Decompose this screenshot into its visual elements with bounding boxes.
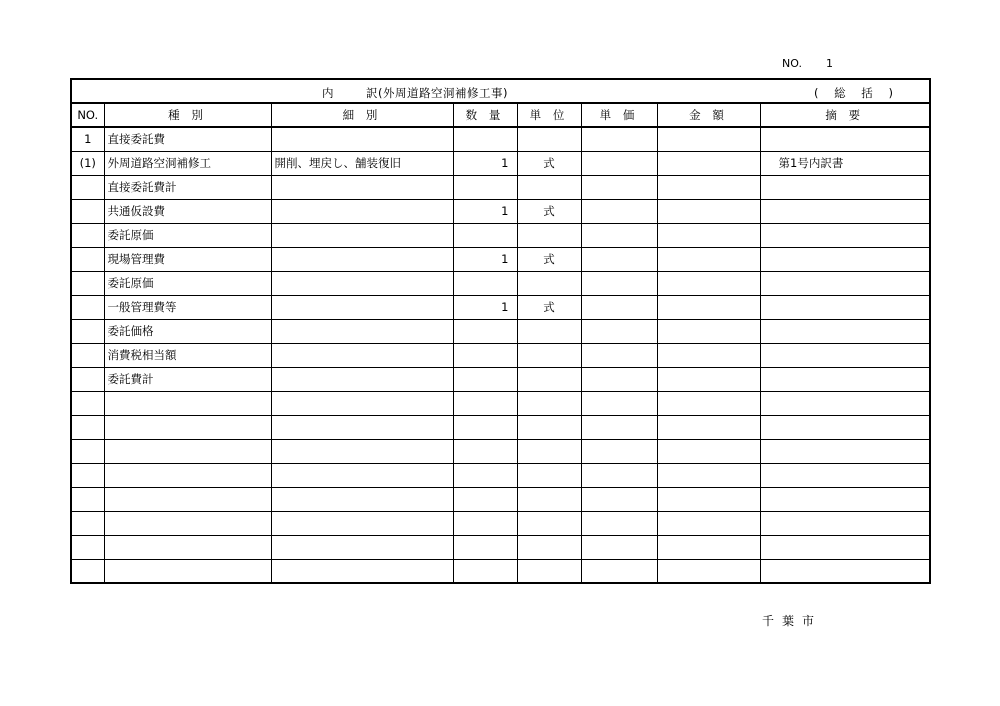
col-header-remarks: 摘 要 — [760, 103, 930, 127]
cell-category — [104, 511, 271, 535]
cell-unit-price — [581, 271, 657, 295]
cell-quantity — [453, 511, 517, 535]
cell-quantity — [453, 343, 517, 367]
cell-amount — [657, 487, 760, 511]
cell-detail — [271, 127, 453, 151]
cell-category — [104, 439, 271, 463]
table-row — [71, 415, 930, 439]
cell-quantity: 1 — [453, 199, 517, 223]
cell-category — [104, 463, 271, 487]
cell-remarks: 第1号内訳書 — [760, 151, 930, 175]
cell-remarks — [760, 535, 930, 559]
table-row — [71, 247, 930, 271]
cell-detail — [271, 199, 453, 223]
cell-no — [71, 487, 104, 511]
cell-no — [71, 295, 104, 319]
cell-quantity — [453, 463, 517, 487]
cell-unit-price — [581, 511, 657, 535]
table-row — [71, 367, 930, 391]
cell-unit — [517, 343, 581, 367]
cell-no — [71, 559, 104, 583]
col-header-detail: 細 別 — [271, 103, 453, 127]
cell-detail — [271, 295, 453, 319]
cell-remarks — [760, 487, 930, 511]
cell-amount — [657, 175, 760, 199]
cell-unit-price — [581, 439, 657, 463]
cell-unit: 式 — [517, 199, 581, 223]
cell-unit-price — [581, 199, 657, 223]
col-header-category: 種 別 — [104, 103, 271, 127]
cell-unit — [517, 319, 581, 343]
table-row — [71, 511, 930, 535]
table-row — [71, 271, 930, 295]
cell-remarks — [760, 199, 930, 223]
cell-detail — [271, 223, 453, 247]
cell-remarks — [760, 439, 930, 463]
page-number-label: NO. — [782, 57, 802, 70]
cell-no — [71, 223, 104, 247]
cell-remarks — [760, 295, 930, 319]
title-left: 内 — [322, 86, 334, 100]
cell-quantity: 1 — [453, 151, 517, 175]
document-title — [322, 85, 508, 101]
cell-amount — [657, 439, 760, 463]
cell-amount — [657, 415, 760, 439]
cell-quantity — [453, 487, 517, 511]
table-row — [71, 343, 930, 367]
table-row — [71, 319, 930, 343]
cell-quantity: 1 — [453, 247, 517, 271]
cell-amount — [657, 271, 760, 295]
cell-unit-price — [581, 151, 657, 175]
column-header-row — [71, 103, 930, 127]
cell-detail — [271, 511, 453, 535]
cell-detail — [271, 415, 453, 439]
table-row — [71, 439, 930, 463]
page-number — [782, 57, 833, 70]
summary-label: ( 総 括 ) — [814, 86, 899, 100]
cell-category — [104, 415, 271, 439]
cell-unit — [517, 271, 581, 295]
table-row — [71, 175, 930, 199]
cell-category: 一般管理費等 — [104, 295, 271, 319]
cell-no — [71, 439, 104, 463]
cell-category — [104, 391, 271, 415]
cell-remarks — [760, 247, 930, 271]
cell-unit-price — [581, 535, 657, 559]
cell-remarks — [760, 511, 930, 535]
cell-remarks — [760, 223, 930, 247]
cell-category: 委託原価 — [104, 223, 271, 247]
cell-unit: 式 — [517, 247, 581, 271]
cell-unit — [517, 535, 581, 559]
cell-quantity — [453, 319, 517, 343]
cell-unit-price — [581, 487, 657, 511]
cell-amount — [657, 295, 760, 319]
city-name: 千葉市 — [762, 614, 823, 628]
cell-category: 直接委託費計 — [104, 175, 271, 199]
col-header-unit-price: 単 価 — [581, 103, 657, 127]
cell-quantity — [453, 391, 517, 415]
cell-detail — [271, 319, 453, 343]
cell-remarks — [760, 175, 930, 199]
page-number-value: 1 — [826, 57, 833, 70]
col-header-quantity: 数 量 — [453, 103, 517, 127]
cell-remarks — [760, 559, 930, 583]
cell-no — [71, 199, 104, 223]
cell-detail — [271, 391, 453, 415]
cell-remarks — [760, 415, 930, 439]
cell-detail — [271, 439, 453, 463]
table-row — [71, 391, 930, 415]
cell-amount — [657, 391, 760, 415]
cell-detail — [271, 535, 453, 559]
cell-category: 直接委託費 — [104, 127, 271, 151]
cell-amount — [657, 127, 760, 151]
col-header-amount: 金 額 — [657, 103, 760, 127]
table-row — [71, 199, 930, 223]
cell-remarks — [760, 367, 930, 391]
cell-no — [71, 511, 104, 535]
cell-no — [71, 535, 104, 559]
cell-quantity — [453, 127, 517, 151]
cell-unit — [517, 223, 581, 247]
table-row — [71, 127, 930, 151]
cell-remarks — [760, 343, 930, 367]
cell-amount — [657, 151, 760, 175]
cell-unit-price — [581, 343, 657, 367]
cell-remarks — [760, 271, 930, 295]
cell-amount — [657, 367, 760, 391]
cell-detail — [271, 247, 453, 271]
cell-quantity — [453, 223, 517, 247]
title-row — [71, 79, 930, 103]
cell-category — [104, 559, 271, 583]
cell-unit-price — [581, 415, 657, 439]
cell-no — [71, 367, 104, 391]
cell-category: 委託価格 — [104, 319, 271, 343]
cell-detail — [271, 463, 453, 487]
cell-detail — [271, 343, 453, 367]
cell-unit-price — [581, 367, 657, 391]
table-row — [71, 487, 930, 511]
cell-amount — [657, 223, 760, 247]
cell-detail — [271, 367, 453, 391]
cell-remarks — [760, 319, 930, 343]
cell-quantity — [453, 271, 517, 295]
cell-no — [71, 391, 104, 415]
cell-unit-price — [581, 559, 657, 583]
cell-quantity — [453, 535, 517, 559]
cell-unit — [517, 127, 581, 151]
cell-category: 共通仮設費 — [104, 199, 271, 223]
cell-detail — [271, 271, 453, 295]
cell-no — [71, 175, 104, 199]
table-row — [71, 559, 930, 583]
cell-unit — [517, 175, 581, 199]
cell-amount — [657, 535, 760, 559]
cell-category — [104, 535, 271, 559]
cell-unit — [517, 415, 581, 439]
cell-unit — [517, 367, 581, 391]
cell-unit — [517, 487, 581, 511]
cell-quantity — [453, 439, 517, 463]
cell-unit: 式 — [517, 151, 581, 175]
cell-unit: 式 — [517, 295, 581, 319]
cell-no — [71, 319, 104, 343]
cell-unit — [517, 439, 581, 463]
cell-remarks — [760, 463, 930, 487]
cell-remarks — [760, 127, 930, 151]
cell-quantity — [453, 175, 517, 199]
cell-category — [104, 487, 271, 511]
cell-no — [71, 247, 104, 271]
cell-category: 外周道路空洞補修工 — [104, 151, 271, 175]
cell-unit-price — [581, 319, 657, 343]
table-row — [71, 463, 930, 487]
cell-unit-price — [581, 175, 657, 199]
cell-unit-price — [581, 247, 657, 271]
cell-unit — [517, 559, 581, 583]
cell-detail: 開削、埋戻し、舗装復旧 — [271, 151, 453, 175]
cell-category: 委託費計 — [104, 367, 271, 391]
cell-amount — [657, 199, 760, 223]
table-row — [71, 535, 930, 559]
cell-no — [71, 343, 104, 367]
cell-unit — [517, 391, 581, 415]
col-header-no: NO. — [71, 103, 104, 127]
cell-no — [71, 271, 104, 295]
cell-detail — [271, 175, 453, 199]
cell-unit-price — [581, 223, 657, 247]
cell-unit-price — [581, 127, 657, 151]
cell-quantity: 1 — [453, 295, 517, 319]
cell-detail — [271, 487, 453, 511]
cell-amount — [657, 247, 760, 271]
breakdown-table — [70, 78, 931, 584]
cell-detail — [271, 559, 453, 583]
cell-amount — [657, 463, 760, 487]
cell-unit — [517, 463, 581, 487]
cell-unit-price — [581, 463, 657, 487]
table-row — [71, 295, 930, 319]
table-row — [71, 151, 930, 175]
table-row — [71, 223, 930, 247]
cell-amount — [657, 559, 760, 583]
cell-amount — [657, 343, 760, 367]
title-right: 訳(外周道路空洞補修工事) — [366, 86, 508, 100]
cell-category: 現場管理費 — [104, 247, 271, 271]
cell-no: 1 — [71, 127, 104, 151]
cell-quantity — [453, 367, 517, 391]
cell-no: (1) — [71, 151, 104, 175]
cell-amount — [657, 319, 760, 343]
cell-no — [71, 415, 104, 439]
title-cell — [71, 79, 930, 103]
cell-category: 委託原価 — [104, 271, 271, 295]
cell-category: 消費税相当額 — [104, 343, 271, 367]
cell-no — [71, 463, 104, 487]
cell-quantity — [453, 559, 517, 583]
cell-remarks — [760, 391, 930, 415]
cell-quantity — [453, 415, 517, 439]
cell-amount — [657, 511, 760, 535]
col-header-unit: 単 位 — [517, 103, 581, 127]
cell-unit — [517, 511, 581, 535]
cell-unit-price — [581, 295, 657, 319]
cell-unit-price — [581, 391, 657, 415]
